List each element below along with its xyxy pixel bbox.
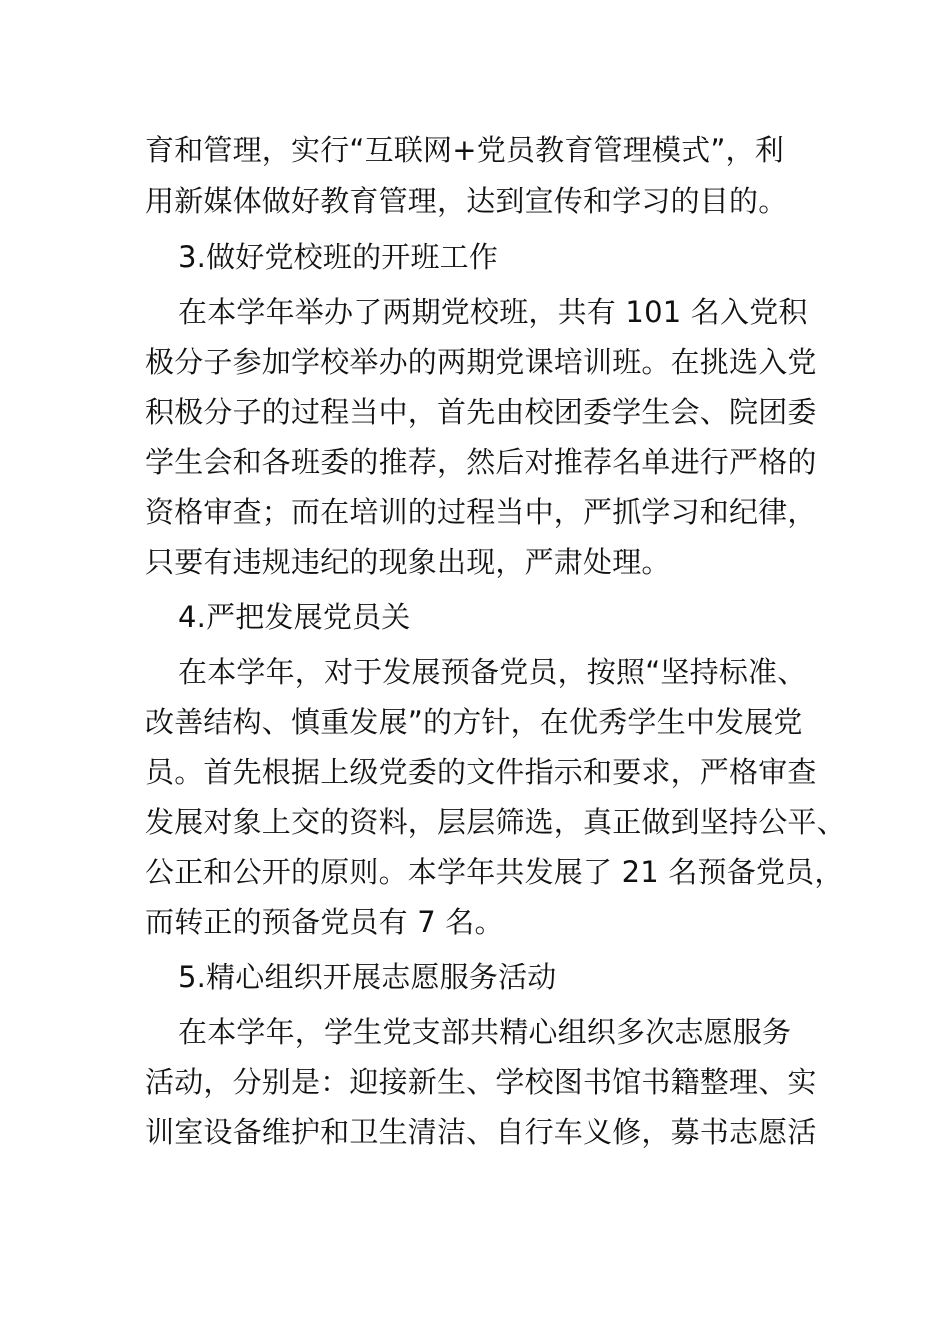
text-line: 公正和公开的原则。本学年共发展了 21 名预备党员， <box>145 855 844 889</box>
text-line: 员。首先根据上级党委的文件指示和要求，严格审查 <box>145 755 817 789</box>
text-line: 在本学年，学生党支部共精心组织多次志愿服务 <box>178 1015 792 1049</box>
section-heading: 4.严把发展党员关 <box>178 600 411 634</box>
text-line: 只要有违规违纪的现象出现，严肃处理。 <box>145 545 671 579</box>
text-line: 积极分子的过程当中，首先由校团委学生会、院团委 <box>145 395 817 429</box>
text-line: 发展对象上交的资料，层层筛选，真正做到坚持公平、 <box>145 805 846 839</box>
text-line: 改善结构、慎重发展”的方针，在优秀学生中发展党 <box>145 705 803 739</box>
text-line: 学生会和各班委的推荐，然后对推荐名单进行严格的 <box>145 445 817 479</box>
section-heading: 3.做好党校班的开班工作 <box>178 240 499 274</box>
text-line: 训室设备维护和卫生清洁、自行车义修，募书志愿活 <box>145 1115 817 1149</box>
text-line: 在本学年，对于发展预备党员，按照“坚持标准、 <box>178 655 807 689</box>
text-line: 用新媒体做好教育管理，达到宣传和学习的目的。 <box>145 184 788 218</box>
text-line: 而转正的预备党员有 7 名。 <box>145 905 504 939</box>
section-heading: 5.精心组织开展志愿服务活动 <box>178 960 557 994</box>
text-line: 资格审查；而在培训的过程当中，严抓学习和纪律， <box>145 495 817 529</box>
text-line: 在本学年举办了两期党校班，共有 101 名入党积 <box>178 295 808 329</box>
text-line: 活动，分别是：迎接新生、学校图书馆书籍整理、实 <box>145 1065 817 1099</box>
text-line: 育和管理，实行“互联网+党员教育管理模式”，利 <box>145 133 784 167</box>
text-line: 极分子参加学校举办的两期党课培训班。在挑选入党 <box>145 345 817 379</box>
